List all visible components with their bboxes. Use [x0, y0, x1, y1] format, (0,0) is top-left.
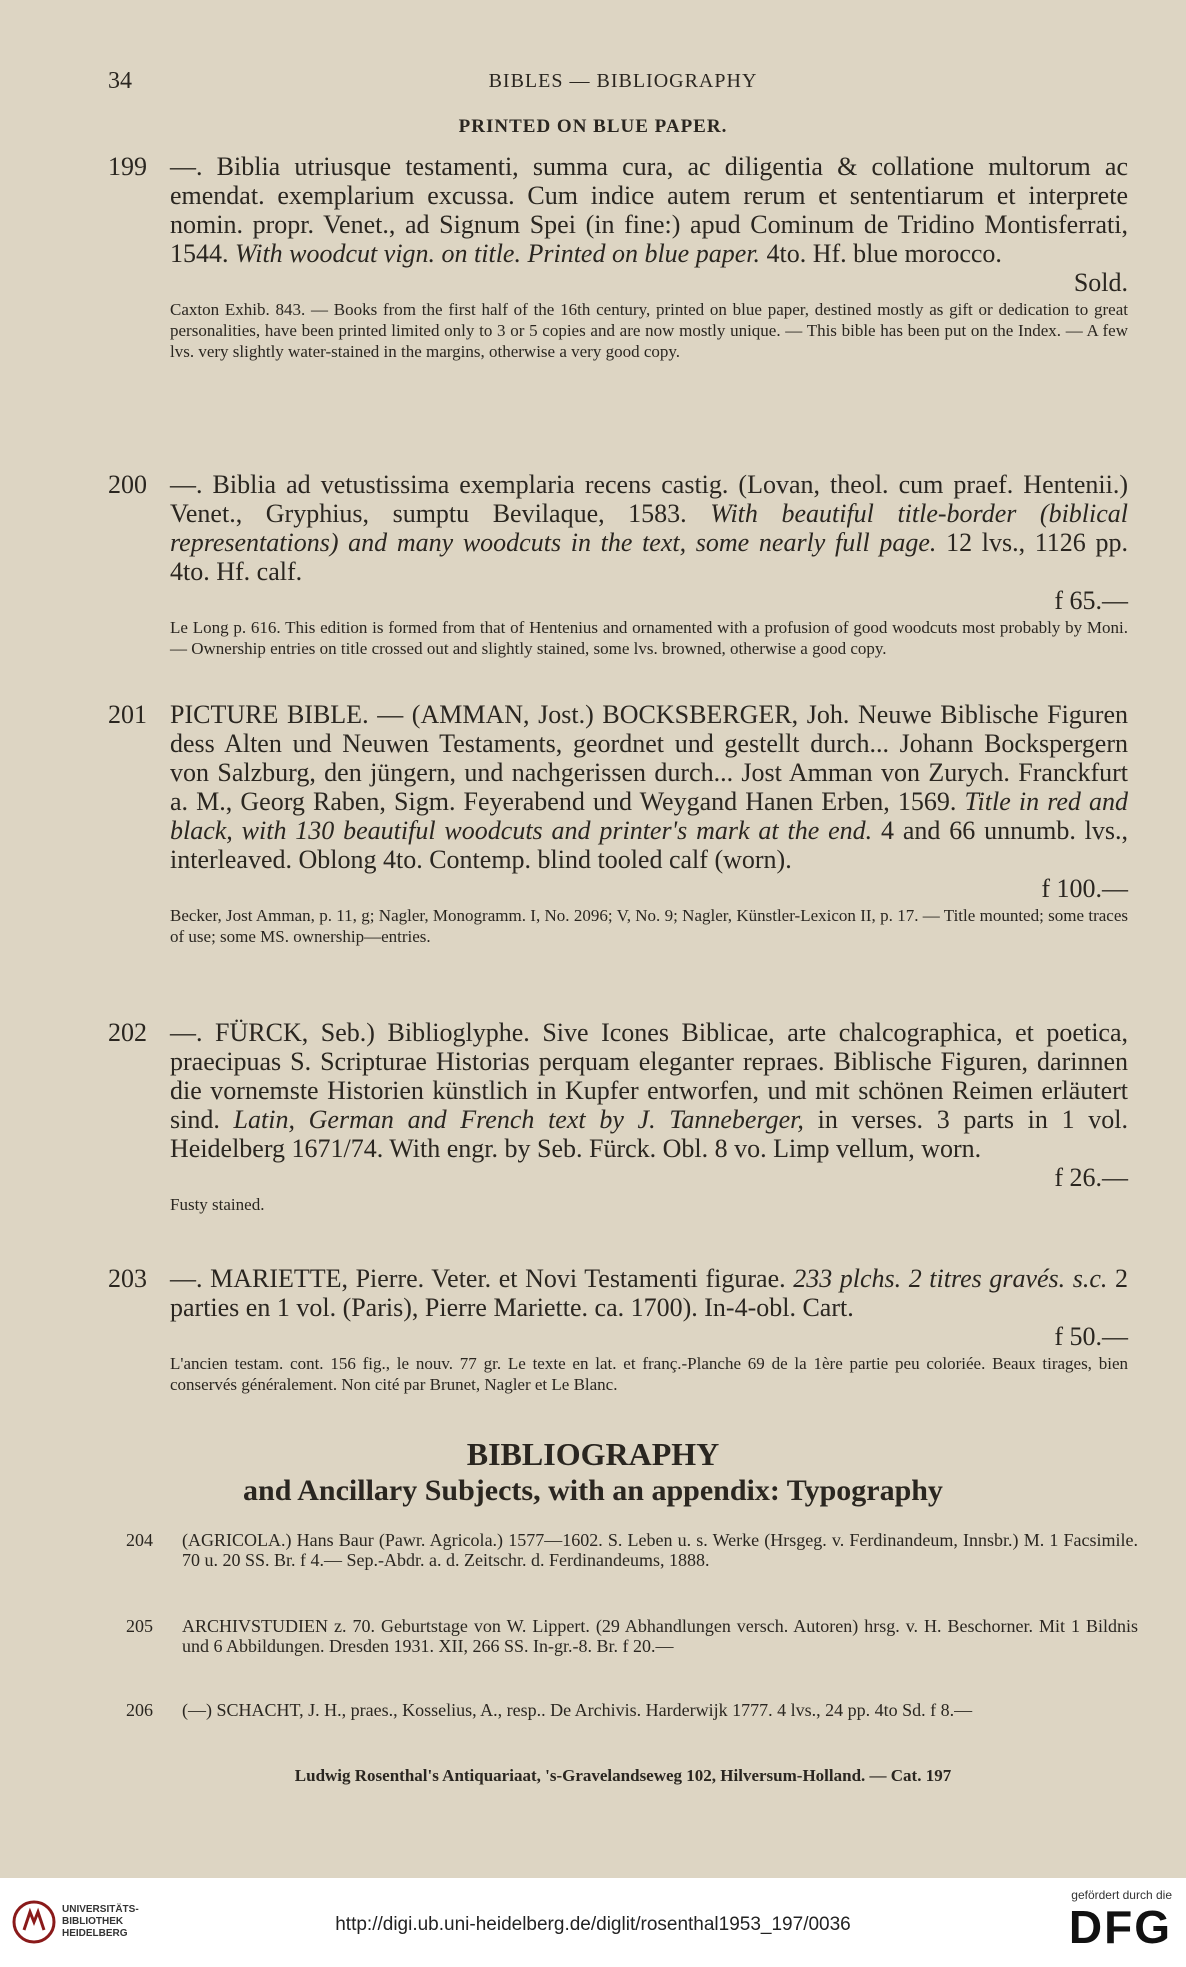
section-title: BIBLIOGRAPHY [466, 1436, 720, 1472]
catalog-entry [108, 470, 1128, 659]
entry-italic-text: With woodcut vign. on title. Printed on blue paper. [235, 239, 761, 268]
entry-number: 205 [126, 1616, 153, 1636]
catalog-entry-small [108, 1530, 1138, 1570]
entry-description: (AGRICOLA.) Hans Baur (Pawr. Agricola.) 1577—1602. S. Leben u. s. Werke (Hrsgeg. v. Ferdinandeum, Innsbr.) M. 1 Facsimile. 70 u. 20 SS. Br. f 4.— Sep.-Abdr. a. d. Zeitschr. d. Ferdinandeums, 1888. [182, 1530, 1138, 1570]
entry-text: PICTURE BIBLE. — (AMMAN, Jost.) BOCKSBERGER, Joh. Neuwe Biblische Figuren dess Alten und Neuwen Testaments, geordnet und gestellt durch... Johann Bockspergern von Salzburg, den jüngern, und nachgerissen durch... Jost Amman von Zurych. Franckfurt a. M., Georg Raben, Sigm. Feyerabend und Weygand Hanen Erben, 1569. [170, 700, 1128, 816]
section-subheading: PRINTED ON BLUE PAPER. [458, 116, 728, 137]
entry-text: —. Biblia utriusque testamenti, summa cura, ac diligentia & collatione multorum ac emendat. exemplarium excussa. Cum indice autem rerum et sententiarum et interprete nomin. propr. Venet., ad Signum Spei (in fine:) apud Cominum de Tridino Montisferrati, 1544. [170, 152, 1128, 268]
entry-text-tail: 4 and 66 unnumb. lvs., interleaved. Oblong 4to. Contemp. blind tooled calf (worn). [170, 816, 1129, 874]
entry-description [170, 1264, 1128, 1322]
entry-number: 201 [108, 700, 147, 729]
page-number: 34 [108, 68, 132, 94]
entry-italic-text: With beautiful title-border (biblical representations) and many woodcuts in the text, some nearly full page. [170, 499, 1129, 557]
entry-text: —. Biblia ad vetustissima exemplaria recens castig. (Lovan, theol. cum praef. Hentenii.) Venet., Gryphius, sumptu Bevilaque, 1583. [170, 470, 1128, 528]
entry-italic-text: 233 plchs. 2 titres gravés. s.c. [793, 1264, 1108, 1293]
entry-number: 203 [108, 1264, 147, 1293]
library-logo-line: UNIVERSITÄTS- [62, 1904, 139, 1915]
entry-price: f 65.— [1054, 586, 1128, 615]
entry-description [170, 1018, 1128, 1163]
entry-text-tail: 4to. Hf. blue morocco. [766, 239, 1002, 268]
entry-number: 199 [108, 152, 147, 181]
library-logo-line: BIBLIOTHEK [62, 1916, 124, 1927]
entry-text: —. MARIETTE, Pierre. Veter. et Novi Testamenti figurae. [170, 1264, 786, 1293]
catalog-entry-small [108, 1616, 1138, 1656]
entry-description [170, 700, 1128, 874]
entry-number: 202 [108, 1018, 147, 1047]
entry-note: Fusty stained. [170, 1195, 265, 1214]
running-title: BIBLES — BIBLIOGRAPHY [488, 70, 758, 92]
entry-description: (—) SCHACHT, J. H., praes., Kosselius, A., resp.. De Archivis. Harderwijk 1777. 4 lvs., 24 pp. 4to Sd. f 8.— [182, 1700, 973, 1720]
entry-number: 200 [108, 470, 147, 499]
entry-italic-text: Title in red and black, with 130 beautiful woodcuts and printer's mark at the end. [170, 787, 1129, 845]
entry-text-tail: 2 parties en 1 vol. (Paris), Pierre Mariette. ca. 1700). In-4-obl. Cart. [170, 1264, 1128, 1322]
entry-text: —. FÜRCK, Seb.) Biblioglyphe. Sive Icones Biblicae, arte chalcographica, et poetica, praecipuas S. Scripturae Historias perquam eleganter repraes. Biblische Figuren, darinnen die vornemste Historien künstlich in Kupfer entworfen, und mit schönen Reimen erläutert sind. [170, 1018, 1128, 1134]
entry-note: Caxton Exhib. 843. — Books from the first half of the 16th century, printed on blue paper, destined mostly as gift or dedication to great personalities, have been printed limited only to 3 or 5 copies and are now mostly unique. — This bible has been put on the Index. — A few lvs. very slightly water-stained in the margins, otherwise a very good copy. [170, 300, 1128, 361]
entry-number: 206 [126, 1700, 153, 1720]
entry-price: f 26.— [1054, 1163, 1128, 1192]
entry-number: 204 [126, 1530, 153, 1550]
library-logo-line: HEIDELBERG [62, 1928, 128, 1939]
entry-note: Becker, Jost Amman, p. 11, g; Nagler, Monogramm. I, No. 2096; V, No. 9; Nagler, Künstler-Lexicon II, p. 17. — Title mounted; some traces of use; some MS. ownership—entries. [170, 906, 1128, 946]
section-subtitle: and Ancillary Subjects, with an appendix: Typography [243, 1474, 943, 1507]
page-header [108, 68, 1138, 98]
funding-label: gefördert durch die [1071, 1888, 1172, 1902]
viewer-bottom-bar [0, 1878, 1186, 1967]
catalog-entry [108, 1264, 1128, 1395]
funding-logo[interactable] [1022, 1888, 1172, 1952]
entry-text-tail: in verses. 3 parts in 1 vol. Heidelberg 1671/74. With engr. by Seb. Fürck. Obl. 8 vo. Limp vellum, worn. [170, 1105, 1128, 1163]
entry-note: L'ancien testam. cont. 156 fig., le nouv. 77 gr. Le texte en lat. et franç.-Planche 69 de la 1ère partie peu coloriée. Beaux tirages, bien conservés généralement. Non cité par Brunet, Nagler et Le Blanc. [170, 1354, 1128, 1394]
catalog-entry [108, 152, 1128, 362]
entry-description: ARCHIVSTUDIEN z. 70. Geburtstage von W. Lippert. (29 Abhandlungen versch. Autoren) hrsg. v. H. Beschorner. Mit 1 Bildnis und 6 Abbildungen. Dresden 1931. XII, 266 SS. In-gr.-8. Br. f 20.— [182, 1616, 1138, 1656]
entry-note: Le Long p. 616. This edition is formed from that of Hentenius and ornamented with a profusion of good woodcuts most probably by Moni. — Ownership entries on title crossed out and slightly stained, some lvs. browned, otherwise a good copy. [170, 618, 1128, 658]
permalink-url[interactable]: http://digi.ub.uni-heidelberg.de/diglit/rosenthal1953_197/0036 [335, 1914, 851, 1935]
entry-price: Sold. [1073, 268, 1128, 297]
entry-price: f 100.— [1041, 874, 1128, 903]
entry-price: f 50.— [1054, 1322, 1128, 1351]
entry-text-tail: 12 lvs., 1126 pp. 4to. Hf. calf. [170, 528, 1128, 586]
catalog-entry-small [108, 1700, 1138, 1720]
entry-description [170, 470, 1128, 586]
catalog-entry [108, 1018, 1128, 1215]
entry-italic-text: Latin, German and French text by J. Tanneberger, [233, 1105, 804, 1134]
dfg-logo: DFG [1068, 1901, 1172, 1953]
catalog-entry [108, 700, 1128, 947]
entry-description [170, 152, 1128, 268]
catalog-footer: Ludwig Rosenthal's Antiquariaat, 's-Gravelandseweg 102, Hilversum-Holland. — Cat. 197 [294, 1766, 952, 1785]
